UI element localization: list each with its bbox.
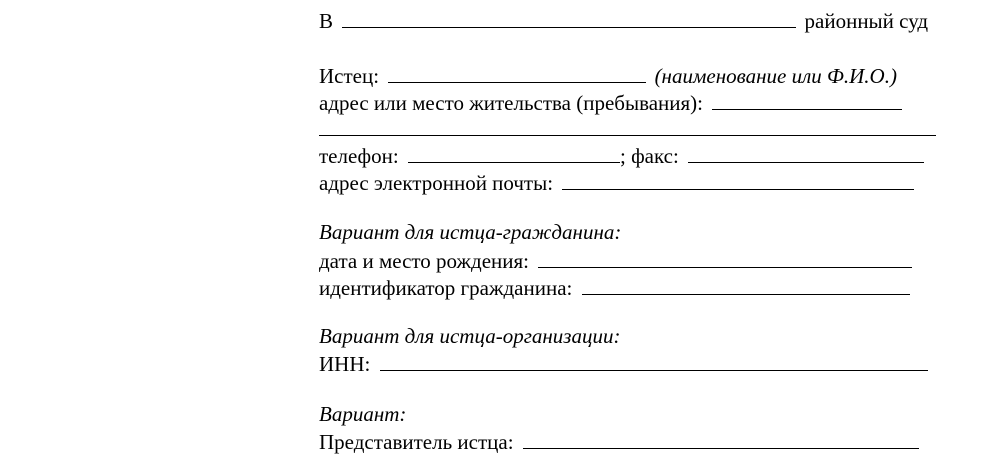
address-line (319, 90, 905, 114)
inn-line (319, 351, 931, 375)
citizen-id-line (319, 275, 913, 299)
court-name-field[interactable] (342, 8, 796, 28)
inn-field[interactable] (380, 351, 928, 371)
plaintiff-line (319, 63, 897, 87)
birth-field[interactable] (538, 248, 912, 268)
plaintiff-hint: (наименование или Ф.И.О.) (654, 64, 897, 88)
representative-line (319, 429, 922, 453)
phone-field[interactable] (408, 143, 620, 163)
citizen-id-field[interactable] (582, 275, 910, 295)
fax-field[interactable] (688, 143, 924, 163)
representative-label: Представитель истца: (319, 430, 514, 454)
email-field[interactable] (562, 170, 914, 190)
email-label: адрес электронной почты: (319, 171, 554, 195)
address-label: адрес или место жительства (пребывания): (319, 91, 704, 115)
address-continuation-field[interactable] (319, 135, 936, 136)
citizen-variant-heading: Вариант для истца-гражданина: (319, 220, 622, 244)
phone-label: телефон: (319, 144, 399, 168)
plaintiff-label: Истец: (319, 64, 380, 88)
inn-label: ИНН: (319, 352, 371, 376)
court-line (319, 8, 928, 32)
address-field[interactable] (712, 90, 902, 110)
representative-field[interactable] (523, 429, 919, 449)
representative-variant-heading: Вариант: (319, 402, 407, 426)
phone-fax-line (319, 143, 927, 167)
plaintiff-name-field[interactable] (388, 63, 646, 83)
birth-line (319, 248, 915, 272)
birth-label: дата и место рождения: (319, 249, 530, 273)
organization-variant-heading: Вариант для истца-организации: (319, 324, 621, 348)
court-suffix: районный суд (804, 9, 929, 33)
court-prefix: В (319, 9, 334, 33)
fax-label: ; факс: (619, 144, 679, 168)
citizen-id-label: идентификатор гражданина: (319, 276, 573, 300)
email-line (319, 170, 917, 194)
